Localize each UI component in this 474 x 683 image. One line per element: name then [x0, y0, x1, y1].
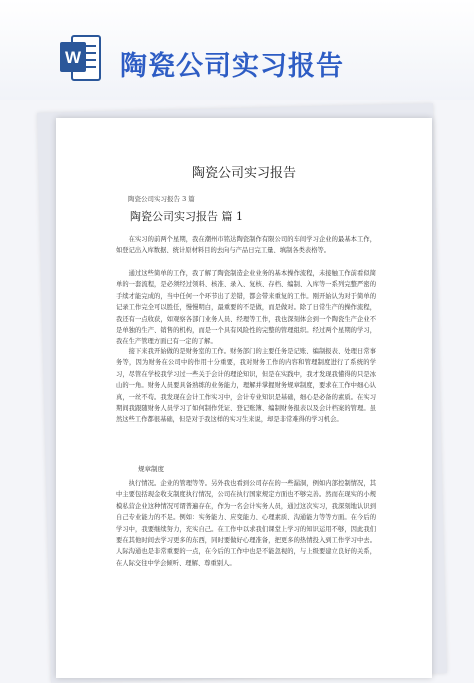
subheading-rules: 规章制度 — [138, 465, 164, 473]
paragraph-3: 接下来我开始做的是财务室的工作。财务部门的主要任务是记账、编制报表、处理日常事务等，因为财务在公司中的作用十分重要，我对财务工作的内容和管理制度进行了系统的学习，尽管在学校我学习过一些关于会计的理论知识，但是在实践中，我才发现我懂得的只是冰山的一角。财务人员要具备熟练的业务能力，理解并掌握财务规章制度，要求在工作中细心认真，一丝不苟。我发现在会计工作实习中，会计专业知识是基础，细心是必备的素质。在实习期间我跟随财务人员学习了如何制作凭证、登记账簿、编制财务报表以及会计档案的管理。虽然这些工作都很基础，但是对于我这样的实习生来说，却是非常难得的学习机会。 — [116, 348, 376, 424]
document-page[interactable] — [56, 118, 432, 678]
banner-title: 陶瓷公司实习报告 — [120, 51, 344, 82]
paragraph-2: 通过这些简单的工作，我了解了陶瓷制造企业业务的基本操作流程，未接触工作前看似简单的一套流程，是必须经过领料、核准、录入、复核、存档、编制、入库等一系列完整严密的手续才能完成的，当中任何一个环节出了差错，都会带来重复的工作。刚开始认为对于简单的记录工作完全可以胜任，慢慢明白，最重要的不是做，而是做对。除了日常生产的操作流程，我还有一点收获，如观察各部门业务人员、经理等工作，我也深刻体会到一个陶瓷生产企业不是单独的生产、销售的机构，而是一个具有风险性的完整的管理组织。经过两个星期的学习，我在生产管理方面已有一定的了解。 — [116, 270, 376, 346]
collection-label: 陶瓷公司实习报告 3 篇 — [128, 195, 195, 203]
document-banner — [0, 0, 474, 100]
section-heading: 陶瓷公司实习报告 篇 1 — [130, 210, 243, 223]
word-icon-letter: W — [64, 48, 82, 67]
paragraph-1: 在实习的前两个星期，我在潮州市铭达陶瓷制作有限公司的车间学习企业的最基本工作，如登记出入库数据、统计原材料目的去向与产品日完工量、填制各类表格等。 — [116, 236, 376, 255]
paragraph-4: 执行情况。企业的管理等等。另外我也看到公司存在的一些漏洞，例如内部控制情况，其中主要包括现金收支制度执行情况，公司在执行国家规定方面也不够完善。然而在现实的小规模私营企业这种情况可谓普遍存在，作为一名会计实务人员，通过这次实习，我深刻地认识到自己专业能力的不足。例如：实务能力、应变能力、心理素质、沟通能力等等方面。在今后的学习中，我要继续努力，充实自己。在工作中以求我们课堂上学习的知识运用不够，因此我们要在其他时间去学习更多的东西，同时要做好心理准备，把更多的热情投入到工作学习中去。人际沟通也是非常重要的一点，在今后的工作中也是不能忽视的，与上级要建立良好的关系，在人际交往中学会倾听、理解、尊重别人。 — [116, 480, 376, 567]
word-document-icon — [60, 34, 102, 82]
document-title: 陶瓷公司实习报告 — [191, 166, 296, 181]
